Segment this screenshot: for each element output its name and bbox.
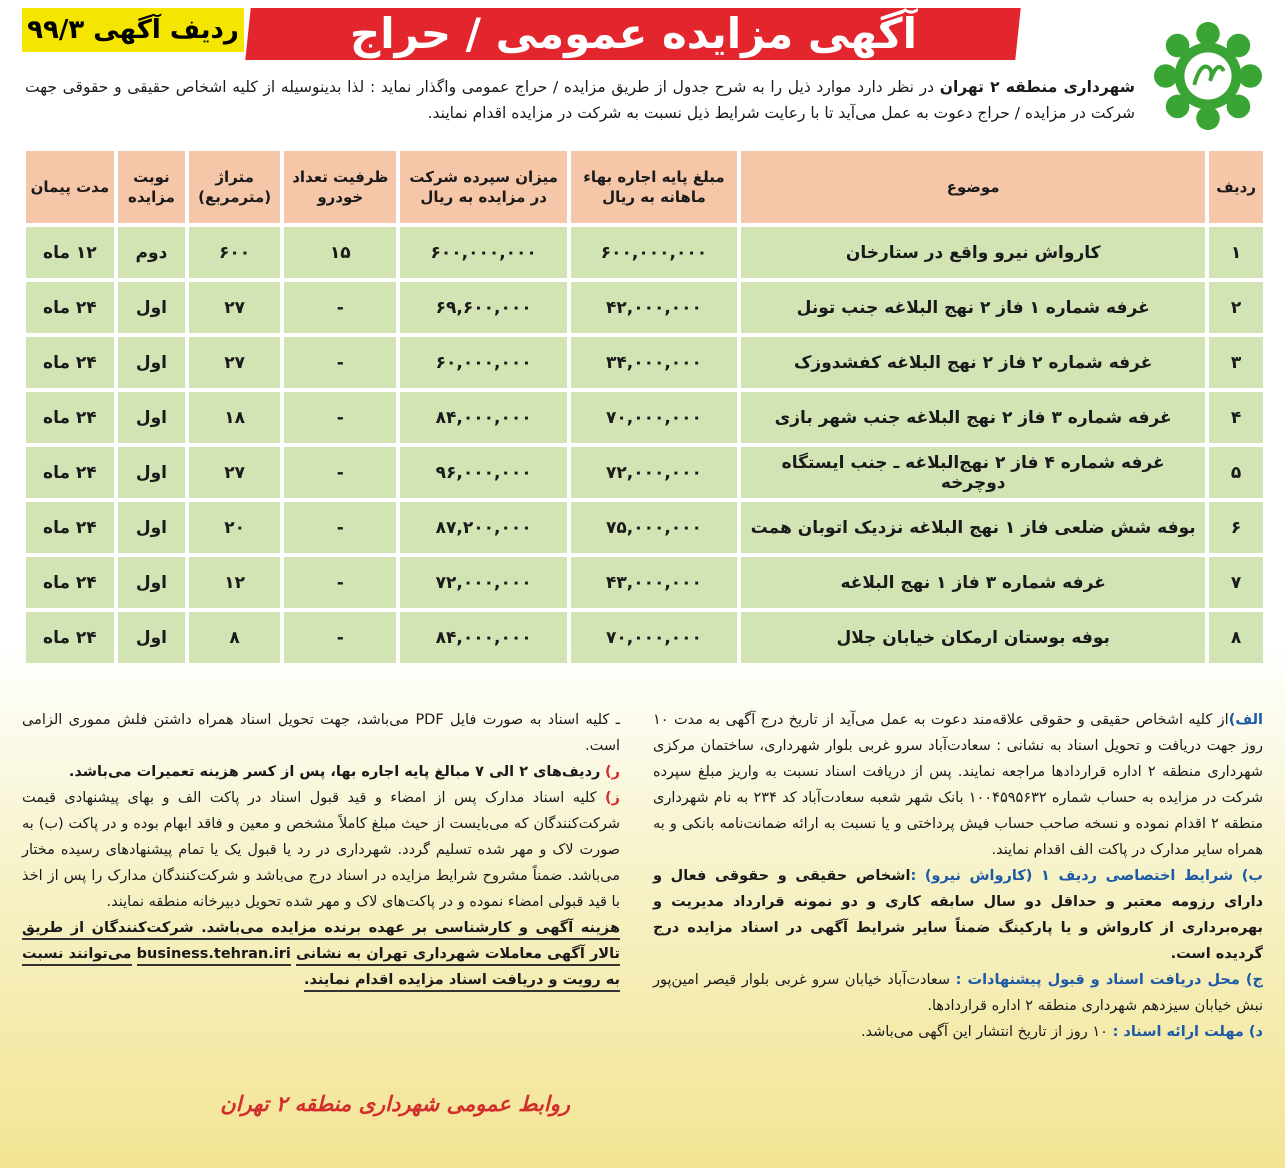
cell-round: اول <box>118 502 185 553</box>
condition-re-label: ر) <box>605 764 620 780</box>
intro-text: در نظر دارد موارد ذیل را به شرح جدول از طریق مزایده / حراج عمومی واگذار نماید : لذا بدینوسیله از کلیه اشخاص حقیقی و حقوقی جهت شرکت در مزایده / حراج دعوت به عمل می‌آید تا با رعایت شرایط ذیل نسبت به شرکت در مزایده اقدام نمایند. <box>25 78 1135 122</box>
cell-base-price: ۴۳,۰۰۰,۰۰۰ <box>571 557 737 608</box>
cell-capacity: - <box>284 502 396 553</box>
condition-cost-text-end: می‌توانند نسبت به رویت و دریافت اسناد مزایده اقدام نمایند. <box>22 946 620 992</box>
ad-row-badge: ردیف آگهی ۹۹/۳ <box>22 8 244 52</box>
header-subject: موضوع <box>741 151 1205 223</box>
cell-row-number: ۴ <box>1209 392 1263 443</box>
cell-row-number: ۳ <box>1209 337 1263 388</box>
cell-area: ۲۷ <box>189 447 280 498</box>
condition-re-text: ردیف‌های ۲ الی ۷ مبالغ پایه اجاره بها، پس از کسر هزینه تعمیرات می‌باشد. <box>68 764 601 780</box>
cell-round: اول <box>118 447 185 498</box>
condition-ze-text: کلیه اسناد مدارک پس از امضاء و قید قبول اسناد در پاکت الف و بهای پیشنهادی قیمت شرکت‌کنندگان که می‌بایست از حیث مبلغ کاملاً مشخص و معین و فاقد ابهام بوده و در پاکت (ب) به صورت لاک و مهر شده تسلیم گردد. شهرداری در رد یا قبول یک یا تمام پیشنهادهای رسیده مختار می‌باشد. ضمناً مشروح شرایط مزایده در اسناد درج می‌باشد و شرکت‌کنندگان مدارک را پس از اخذ با قید قبولی امضاء نموده و در پاکت‌های لاک و مهر شده تحویل دبیرخانه منطقه نمایند. <box>22 790 620 910</box>
condition-dal <box>653 1019 1263 1045</box>
cell-row-number: ۷ <box>1209 557 1263 608</box>
condition-jim <box>653 967 1263 1019</box>
cell-base-price: ۶۰۰,۰۰۰,۰۰۰ <box>571 227 737 278</box>
header-deposit: میزان سپرده شرکت در مزایده به ریال <box>400 151 566 223</box>
intro-lead: شهرداری منطقه ۲ تهران <box>939 78 1135 96</box>
cell-base-price: ۷۵,۰۰۰,۰۰۰ <box>571 502 737 553</box>
cell-area: ۶۰۰ <box>189 227 280 278</box>
header-round: نوبت مزایده <box>118 151 185 223</box>
cell-capacity: ۱۵ <box>284 227 396 278</box>
table-row <box>26 227 1263 278</box>
cell-area: ۱۲ <box>189 557 280 608</box>
condition-dal-label: د) مهلت ارائه اسناد : <box>1112 1024 1263 1040</box>
cell-subject: بوفه بوستان ارمکان خیابان جلال <box>741 612 1205 663</box>
cell-duration: ۱۲ ماه <box>26 227 114 278</box>
cell-deposit: ۶۹,۶۰۰,۰۰۰ <box>400 282 566 333</box>
intro-paragraph <box>25 74 1135 126</box>
cell-deposit: ۸۴,۰۰۰,۰۰۰ <box>400 612 566 663</box>
ad-title: آگهی مزایده عمومی / حراج <box>349 9 917 58</box>
cell-base-price: ۷۰,۰۰۰,۰۰۰ <box>571 392 737 443</box>
public-relations-signature: روابط عمومی شهرداری منطقه ۲ تهران <box>220 1092 570 1116</box>
condition-be-text: اشخاص حقیقی و حقوقی فعال و دارای رزومه معتبر و حداقل دو سال سابقه کاری و دو نمونه قرارداد مدیریت و بهره‌برداری از کارواش و یا پارکینگ ضمناً سایر شرایط آگهی در اسناد مزایده درج گردیده است. <box>653 868 1263 962</box>
cell-subject: غرفه شماره ۲ فاز ۲ نهج البلاغه کفشدوزک <box>741 337 1205 388</box>
header-duration: مدت پیمان <box>26 151 114 223</box>
cell-base-price: ۳۴,۰۰۰,۰۰۰ <box>571 337 737 388</box>
condition-ze <box>22 785 620 915</box>
condition-pdf: ـ کلیه اسناد به صورت فایل PDF می‌باشد، جهت تحویل اسناد همراه داشتن فلش مموری الزامی است. <box>22 712 620 754</box>
cell-base-price: ۴۲,۰۰۰,۰۰۰ <box>571 282 737 333</box>
cell-row-number: ۸ <box>1209 612 1263 663</box>
cell-duration: ۲۴ ماه <box>26 502 114 553</box>
cell-capacity: - <box>284 282 396 333</box>
condition-be <box>653 863 1263 967</box>
header-base-price: مبلغ پایه اجاره بهاء ماهانه به ریال <box>571 151 737 223</box>
cell-deposit: ۶۰۰,۰۰۰,۰۰۰ <box>400 227 566 278</box>
cell-round: اول <box>118 557 185 608</box>
auction-website-link[interactable]: business.tehran.iri <box>137 946 291 966</box>
condition-cost <box>22 915 620 993</box>
cell-deposit: ۷۲,۰۰۰,۰۰۰ <box>400 557 566 608</box>
table-row <box>26 447 1263 498</box>
header-row-number: ردیف <box>1209 151 1263 223</box>
conditions-right-column <box>653 707 1263 1045</box>
condition-ze-label: ز) <box>605 790 620 806</box>
condition-re <box>22 759 620 785</box>
condition-be-label: ب) شرایط اختصاصی ردیف ۱ (کارواش نیرو) : <box>910 868 1264 884</box>
ad-title-banner <box>245 8 1020 60</box>
condition-alef-text: از کلیه اشخاص حقیقی و حقوقی علاقه‌مند دعوت به عمل می‌آید از تاریخ درج آگهی به مدت ۱۰ روز جهت دریافت و تحویل اسناد به نشانی : سعادت‌آباد سرو غربی بلوار شهرداری، ساختمان مرکزی شهرداری منطقه ۲ اداره قراردادها مراجعه نمایند. پس از دریافت اسناد نسبت به واریز مبلغ سپرده شرکت در مزایده به حساب شماره ۱۰۰۴۵۹۵۶۳۲ بانک شهر شعبه سعادت‌آباد کد ۲۳۴ به نام شهرداری منطقه ۲ اقدام نموده و نسخه صاحب حساب فیش پرداختی و یا نسبت به ارائه ضمانت‌نامه بانکی و به همراه سایر مدارک در پاکت الف اقدام نمایند. <box>653 712 1263 858</box>
cell-subject: غرفه شماره ۳ فاز ۱ نهج البلاغه <box>741 557 1205 608</box>
table-row <box>26 337 1263 388</box>
cell-row-number: ۲ <box>1209 282 1263 333</box>
cell-round: دوم <box>118 227 185 278</box>
condition-cost-text: هزینه آگهی و کارشناسی بر عهده برنده مزایده می‌باشد. شرکت‌کنندگان از طریق تالار آگهی معاملات شهرداری تهران به نشانی <box>22 920 620 966</box>
cell-capacity: - <box>284 337 396 388</box>
condition-alef-label: الف) <box>1228 712 1263 728</box>
cell-base-price: ۷۲,۰۰۰,۰۰۰ <box>571 447 737 498</box>
cell-round: اول <box>118 392 185 443</box>
cell-round: اول <box>118 337 185 388</box>
table-row <box>26 502 1263 553</box>
cell-deposit: ۹۶,۰۰۰,۰۰۰ <box>400 447 566 498</box>
cell-subject: غرفه شماره ۴ فاز ۲ نهج‌البلاغه ـ جنب ایستگاه دوچرخه <box>741 447 1205 498</box>
table-row <box>26 557 1263 608</box>
auction-table <box>22 147 1267 667</box>
table-row <box>26 612 1263 663</box>
cell-capacity: - <box>284 557 396 608</box>
condition-jim-label: ج) محل دریافت اسناد و قبول پیشنهادات : <box>955 972 1263 988</box>
cell-duration: ۲۴ ماه <box>26 337 114 388</box>
cell-duration: ۲۴ ماه <box>26 557 114 608</box>
tehran-municipality-logo-icon <box>1149 20 1267 132</box>
condition-dal-text: ۱۰ روز از تاریخ انتشار این آگهی می‌باشد. <box>860 1024 1108 1040</box>
cell-duration: ۲۴ ماه <box>26 447 114 498</box>
cell-row-number: ۱ <box>1209 227 1263 278</box>
cell-row-number: ۵ <box>1209 447 1263 498</box>
cell-subject: غرفه شماره ۱ فاز ۲ نهج البلاغه جنب تونل <box>741 282 1205 333</box>
cell-capacity: - <box>284 612 396 663</box>
cell-area: ۲۷ <box>189 337 280 388</box>
table-header-row <box>26 151 1263 223</box>
cell-area: ۲۰ <box>189 502 280 553</box>
cell-deposit: ۸۷,۲۰۰,۰۰۰ <box>400 502 566 553</box>
cell-subject: غرفه شماره ۳ فاز ۲ نهج البلاغه جنب شهر بازی <box>741 392 1205 443</box>
cell-subject: بوفه شش ضلعی فاز ۱ نهج البلاغه نزدیک اتوبان همت <box>741 502 1205 553</box>
cell-duration: ۲۴ ماه <box>26 282 114 333</box>
header-area: متراژ (مترمربع) <box>189 151 280 223</box>
table-row <box>26 392 1263 443</box>
condition-jim-text: سعادت‌آباد خیابان سرو غربی بلوار قیصر امین‌پور نبش خیابان سیزدهم شهرداری منطقه ۲ اداره قراردادها. <box>653 972 1263 1014</box>
header-capacity: ظرفیت تعداد خودرو <box>284 151 396 223</box>
cell-deposit: ۶۰,۰۰۰,۰۰۰ <box>400 337 566 388</box>
cell-deposit: ۸۴,۰۰۰,۰۰۰ <box>400 392 566 443</box>
cell-row-number: ۶ <box>1209 502 1263 553</box>
cell-base-price: ۷۰,۰۰۰,۰۰۰ <box>571 612 737 663</box>
table-row <box>26 282 1263 333</box>
cell-capacity: - <box>284 447 396 498</box>
cell-area: ۲۷ <box>189 282 280 333</box>
cell-area: ۱۸ <box>189 392 280 443</box>
cell-round: اول <box>118 282 185 333</box>
cell-subject: کارواش نیرو واقع در ستارخان <box>741 227 1205 278</box>
cell-round: اول <box>118 612 185 663</box>
cell-capacity: - <box>284 392 396 443</box>
condition-alef <box>653 707 1263 863</box>
conditions-left-column <box>22 707 620 993</box>
cell-duration: ۲۴ ماه <box>26 392 114 443</box>
cell-duration: ۲۴ ماه <box>26 612 114 663</box>
cell-area: ۸ <box>189 612 280 663</box>
